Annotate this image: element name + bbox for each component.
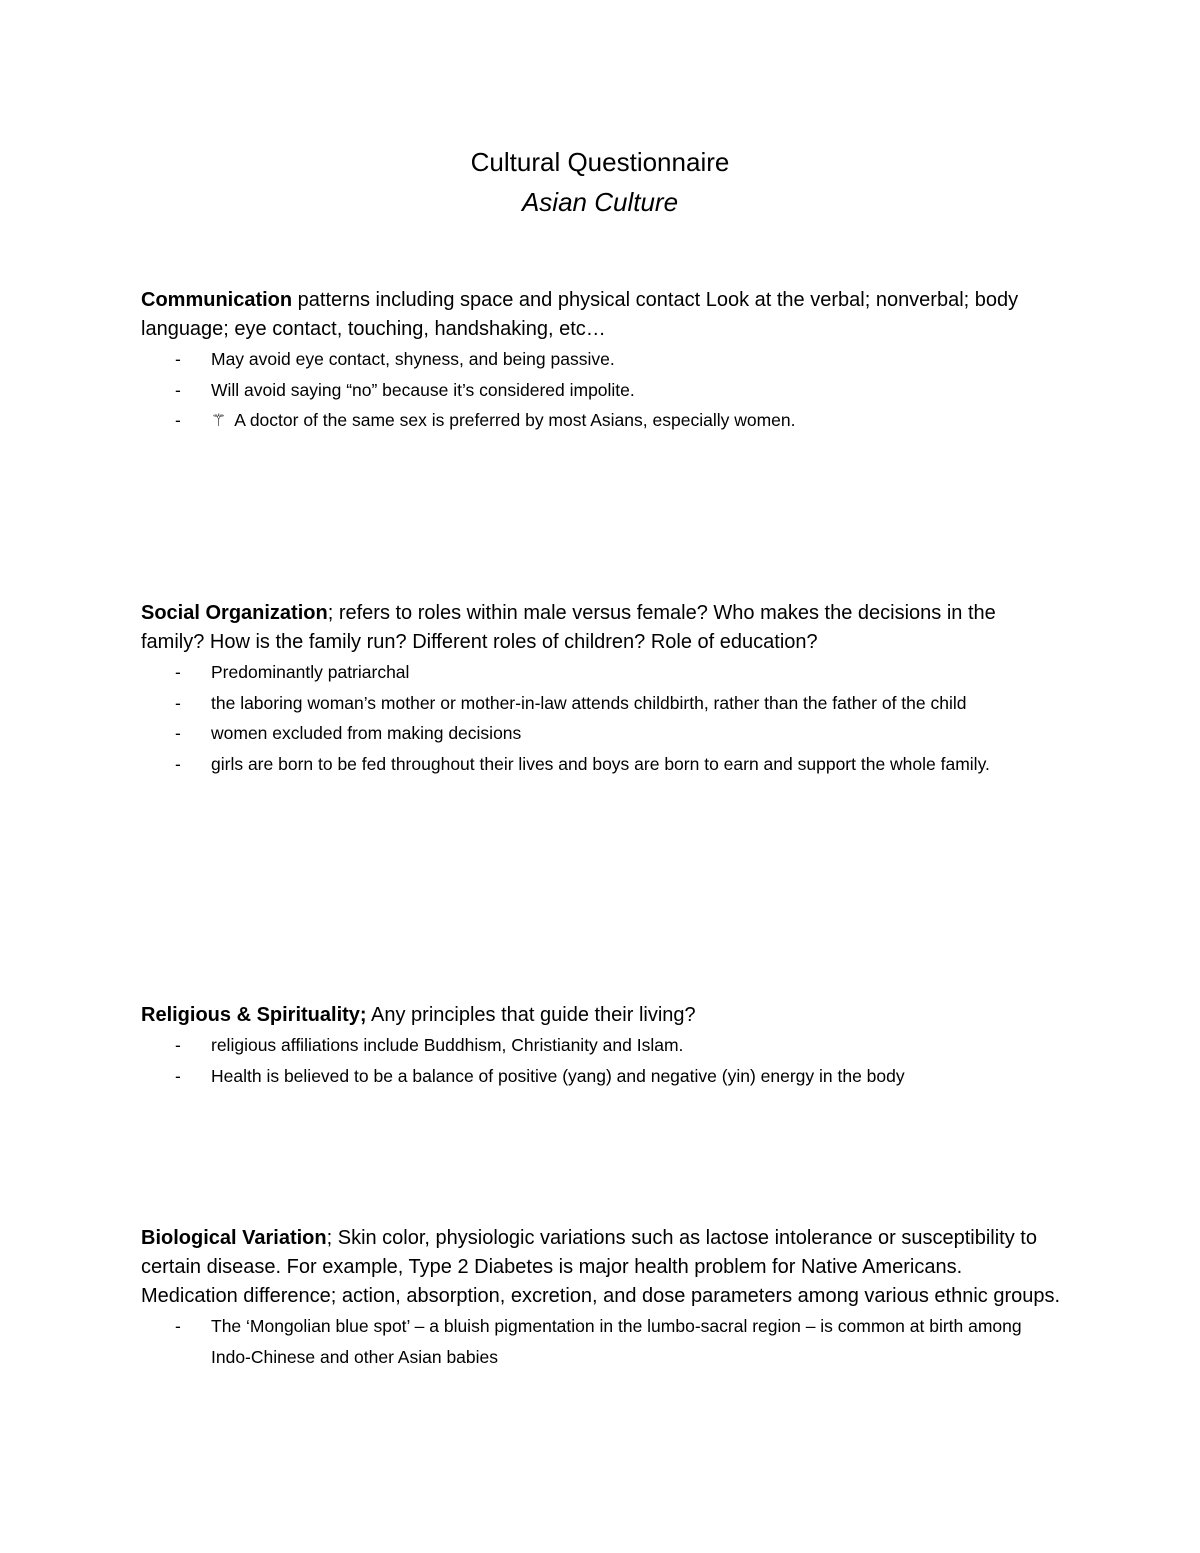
dash-marker: - <box>175 1316 181 1336</box>
list-item <box>141 688 1061 719</box>
list-item <box>141 1030 1061 1061</box>
dash-marker: - <box>175 1065 181 1086</box>
section-heading <box>141 1224 1061 1311</box>
section-heading <box>141 1001 1061 1030</box>
dash-marker: - <box>175 1035 181 1055</box>
heading-bold: Biological Variation <box>141 1227 327 1249</box>
list-item <box>141 1311 1061 1372</box>
list-item-text: Health is believed to be a balance of positive (yang) and negative (yin) energy in the body <box>211 1065 905 1086</box>
list-item-text: The ‘Mongolian blue spot’ – a bluish pigmentation in the lumbo-sacral region – is common at birth among Indo-Chinese and other Asian babies <box>211 1316 1022 1367</box>
heading-text: Any principles that guide their living? <box>366 1004 696 1026</box>
list-item-text: A doctor of the same sex is preferred by most Asians, especially women. <box>234 410 796 430</box>
dash-marker: - <box>175 723 181 743</box>
section-religious-spirituality <box>141 1001 1061 1091</box>
bullet-list <box>141 344 1061 437</box>
heading-text: ; Skin color, physiologic variations such as lactose intolerance or susceptibility to certain disease. For example, Type 2 Diabetes is major health problem for Native Americans. Medication difference; action, absorption, excretion, and dose parameters among various ethnic groups. <box>141 1227 1061 1307</box>
bullet-list <box>141 1311 1061 1372</box>
list-item <box>141 375 1061 406</box>
dash-marker: - <box>175 349 181 369</box>
heading-bold: Communication <box>141 289 293 311</box>
list-item <box>141 718 1061 749</box>
list-item-text: the laboring woman’s mother or mother-in-law attends childbirth, rather than the father of the child <box>211 692 967 713</box>
heading-text: ; refers to roles within male versus female? Who makes the decisions in the family? How is the family run? Different roles of children? Role of education? <box>141 602 996 653</box>
list-item <box>141 749 1061 780</box>
dash-marker: - <box>175 753 181 774</box>
heading-text: patterns including space and physical contact Look at the verbal; nonverbal; body language; eye contact, touching, handshaking, etc… <box>141 289 1019 340</box>
list-item-text: May avoid eye contact, shyness, and being passive. <box>211 349 615 369</box>
dash-marker: - <box>175 692 181 713</box>
section-social-organization <box>141 599 1061 779</box>
heading-bold: Social Organization <box>141 602 328 624</box>
bullet-list <box>141 657 1061 779</box>
section-biological-variation <box>141 1224 1061 1372</box>
document-title: Cultural Questionnaire <box>470 147 730 177</box>
list-item-text: girls are born to be fed throughout their lives and boys are born to earn and support the whole family. <box>211 753 990 774</box>
list-item-text: Predominantly patriarchal <box>211 662 410 682</box>
section-heading <box>141 286 1061 344</box>
list-item-text: religious affiliations include Buddhism, Christianity and Islam. <box>211 1035 684 1055</box>
section-communication <box>141 286 1061 437</box>
list-item <box>141 405 1061 437</box>
dash-marker: - <box>175 662 181 682</box>
list-item-text: women excluded from making decisions <box>211 723 522 743</box>
list-item <box>141 344 1061 375</box>
bullet-list <box>141 1030 1061 1091</box>
dash-marker: - <box>175 410 181 430</box>
document-subtitle: Asian Culture <box>521 187 679 217</box>
staff-glyph-icon: ⚚ <box>211 411 227 430</box>
list-item <box>141 657 1061 688</box>
list-item <box>141 1061 1061 1092</box>
section-heading <box>141 599 1061 657</box>
list-item-text: Will avoid saying “no” because it’s considered impolite. <box>211 379 635 400</box>
heading-bold: Religious & Spirituality; <box>141 1004 367 1026</box>
dash-marker: - <box>175 379 181 400</box>
